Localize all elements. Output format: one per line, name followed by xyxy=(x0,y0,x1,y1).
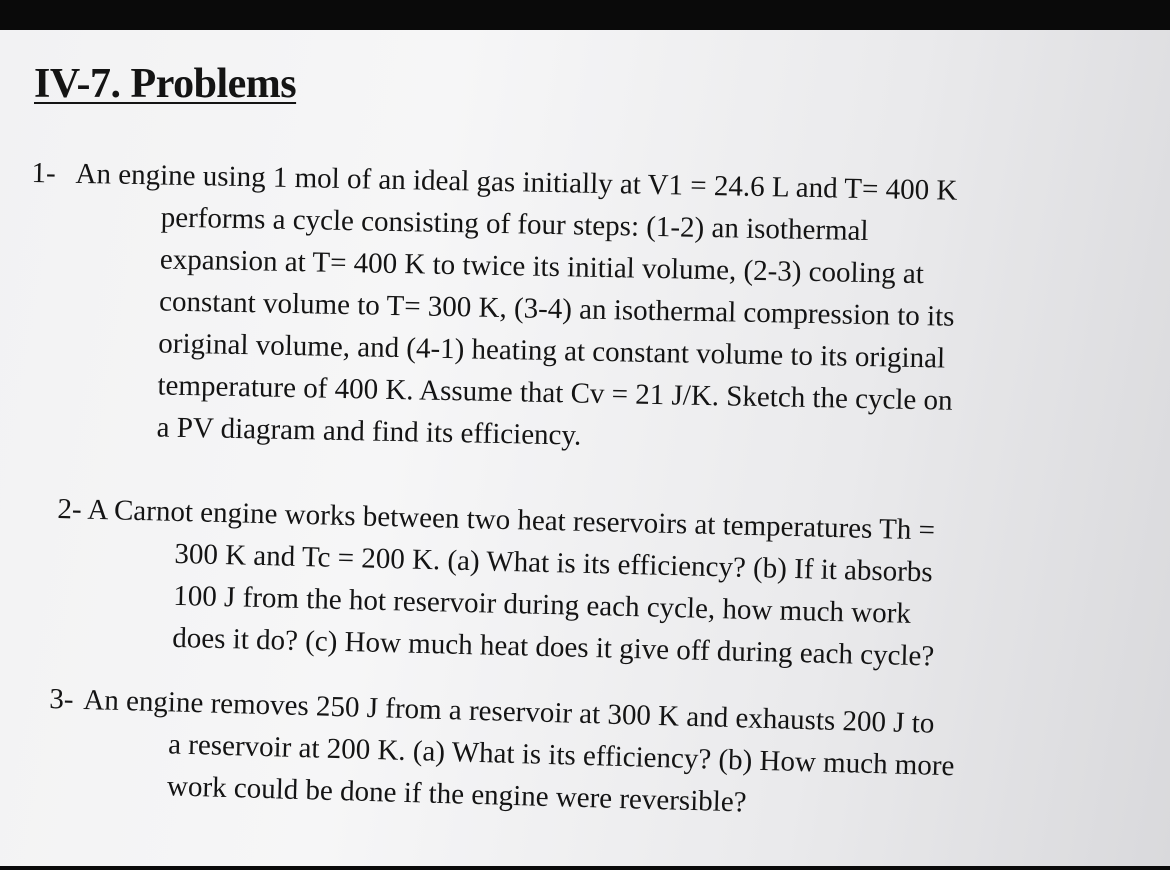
problem-line: An engine using 1 mol of an ideal gas initially at V1 = 24.6 L and T= 400 K xyxy=(75,157,958,207)
bottom-edge xyxy=(0,866,1170,870)
problem-line: does it do? (c) How much heat does it give off during each cycle? xyxy=(171,621,935,673)
problem-number: 1- xyxy=(31,156,57,190)
problem-line: 300 K and Tc = 200 K. (a) What is its efficiency? (b) If it absorbs xyxy=(174,537,934,589)
problem-line: performs a cycle consisting of four steps: (1-2) an isothermal xyxy=(160,201,869,248)
document-page xyxy=(0,30,1170,866)
problem-line: expansion at T= 400 K to twice its initial volume, (2-3) cooling at xyxy=(159,243,925,291)
problem-line: work could be done if the engine were reversible? xyxy=(166,770,748,819)
problem-line: a reservoir at 200 K. (a) What is its efficiency? (b) How much more xyxy=(167,728,955,783)
problem-line: 100 J from the hot reservoir during each cycle, how much work xyxy=(173,579,912,630)
section-heading: IV-7. Problems xyxy=(34,61,297,107)
problem-line: temperature of 400 K. Assume that Cv = 21 J/K. Sketch the cycle on xyxy=(157,369,953,417)
problem-line: original volume, and (4-1) heating at constant volume to its original xyxy=(158,327,946,375)
problem-number: 2- xyxy=(57,492,83,526)
problem-line: a PV diagram and find its efficiency. xyxy=(156,411,582,452)
problem-number: 3- xyxy=(48,682,75,716)
problem-line: constant volume to T= 300 K, (3-4) an isothermal compression to its xyxy=(158,285,955,333)
problem-line: An engine removes 250 J from a reservoir at 300 K and exhausts 200 J to xyxy=(82,683,935,740)
problem-line: A Carnot engine works between two heat reservoirs at temperatures Th = xyxy=(87,493,936,547)
